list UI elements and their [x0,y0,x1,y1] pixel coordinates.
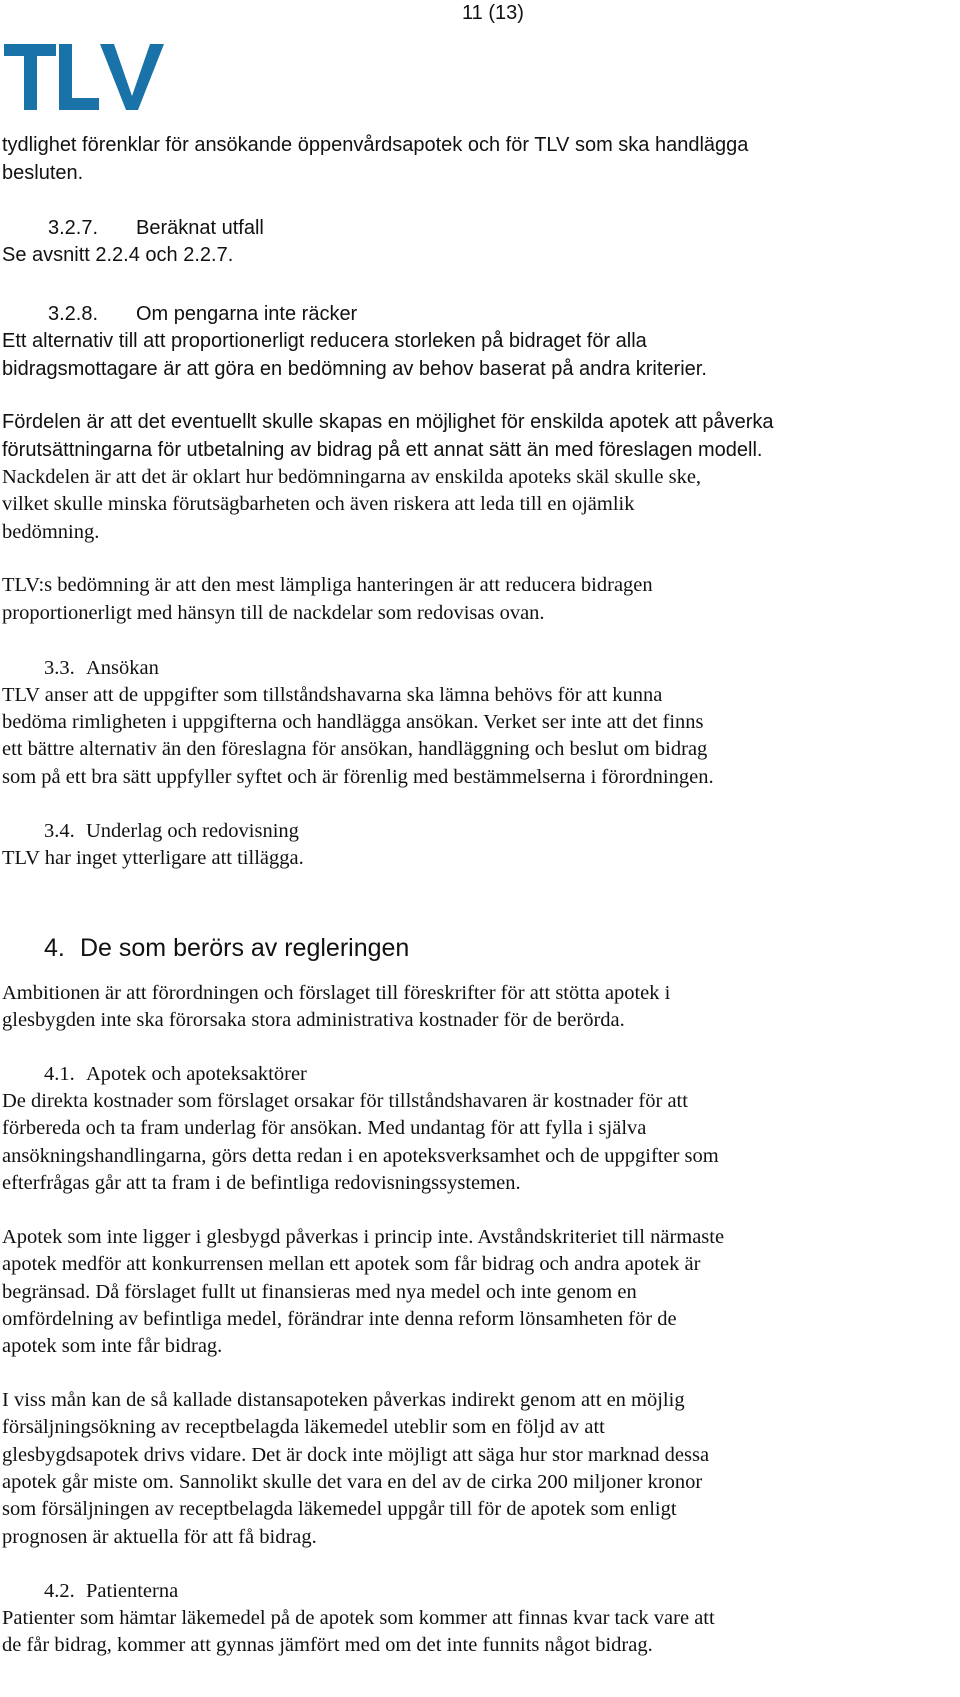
section-number: 3.2.7. [48,217,99,239]
body-text-line: TLV anser att de uppgifter som tillståndshavarna ska lämna behövs för att kunna [2,684,663,706]
body-text-line: omfördelning av befintliga medel, förändrar inte denna reform lönsamheten för de [2,1308,677,1330]
body-text-line: TLV har inget ytterligare att tillägga. [2,847,304,869]
section-number: 4.1. [44,1063,75,1085]
section-title: Beräknat utfall [136,217,264,239]
body-text-line: Ett alternativ till att proportionerligt reducera storleken på bidraget för alla [2,330,647,352]
body-text-line: vilket skulle minska förutsägbarheten och även riskera att leda till en ojämlik [2,493,635,515]
body-text-line: glesbygden inte ska förorsaka stora administrativa kostnader för de berörda. [2,1009,625,1031]
body-text-line: de får bidrag, kommer att gynnas jämfört med om det inte funnits något bidrag. [2,1634,653,1656]
body-text-line: bedöma rimligheten i uppgifterna och handlägga ansökan. Verket ser inte att det finns [2,711,704,733]
body-text-line: som försäljningen av receptbelagda läkemedel uppgår till för de apotek som enligt [2,1498,677,1520]
body-text-line: prognosen är aktuella för att få bidrag. [2,1526,317,1548]
body-text-line: ansökningshandlingarna, görs detta redan i en apoteksverksamhet och de uppgifter som [2,1145,719,1167]
section-number: 3.2.8. [48,303,99,325]
body-text-line: förutsättningarna för utbetalning av bidrag på ett annat sätt än med föreslagen modell. [2,439,763,461]
body-text-line: Patienter som hämtar läkemedel på de apotek som kommer att finnas kvar tack vare att [2,1607,715,1629]
body-text-line: efterfrågas går att ta fram i de befintliga redovisningssystemen. [2,1172,521,1194]
section-number: 3.3. [44,657,75,679]
body-text-line: Apotek som inte ligger i glesbygd påverkas i princip inte. Avståndskriteriet till närmaste [2,1226,725,1248]
section-title: Underlag och redovisning [86,820,299,842]
section-number: 3.4. [44,820,75,842]
body-text-line: proportionerligt med hänsyn till de nackdelar som redovisas ovan. [2,602,545,624]
body-text-line: som på ett bra sätt uppfyller syftet och är förenlig med bestämmelserna i förordningen. [2,766,714,788]
body-text-line: De direkta kostnader som förslaget orsakar för tillståndshavaren är kostnader för att [2,1090,688,1112]
section-title: Ansökan [86,657,159,679]
body-text-line: Se avsnitt 2.2.4 och 2.2.7. [2,244,234,266]
body-text-line: TLV:s bedömning är att den mest lämpliga hanteringen är att reducera bidragen [2,574,653,596]
body-text-line: apotek som inte får bidrag. [2,1335,223,1357]
body-text-line: bedömning. [2,521,100,543]
chapter-number: 4. [44,934,65,962]
body-text-line: begränsad. Då förslaget fullt ut finansieras med nya medel och inte genom en [2,1281,637,1303]
body-text-line: ett bättre alternativ än den föreslagna för ansökan, handläggning och beslut om bidrag [2,738,708,760]
tlv-logo [4,40,164,114]
body-text-line: I viss mån kan de så kallade distansapoteken påverkas indirekt genom att en möjlig [2,1389,685,1411]
body-text-line: förbereda och ta fram underlag för ansökan. Med undantag för att fylla i själva [2,1117,647,1139]
chapter-title: De som berörs av regleringen [80,934,410,962]
chapter-heading [44,934,410,963]
section-title: Apotek och apoteksaktörer [86,1063,307,1085]
page-number: 11 (13) [462,2,524,24]
body-text-line: tydlighet förenklar för ansökande öppenvårdsapotek och för TLV som ska handlägga [2,134,749,156]
section-number: 4.2. [44,1580,75,1602]
body-text-line: Ambitionen är att förordningen och förslaget till föreskrifter för att stötta apotek i [2,982,671,1004]
body-text-line: försäljningsökning av receptbelagda läkemedel uteblir som en följd av att [2,1416,605,1438]
body-text-line: apotek medför att konkurrensen mellan ett apotek som får bidrag och andra apotek är [2,1253,701,1275]
section-title: Om pengarna inte räcker [136,303,358,325]
body-text-line: besluten. [2,162,84,184]
body-text-line: apotek går miste om. Sannolikt skulle det vara en del av de cirka 200 miljoner kronor [2,1471,703,1493]
section-title: Patienterna [86,1580,179,1602]
body-text-line: bidragsmottagare är att göra en bedömning av behov baserat på andra kriterier. [2,358,707,380]
body-text-line: Fördelen är att det eventuellt skulle skapas en möjlighet för enskilda apotek att påverka [2,411,774,433]
body-text-line: Nackdelen är att det är oklart hur bedömningarna av enskilda apoteks skäl skulle ske, [2,466,702,488]
body-text-line: glesbygdsapotek drivs vidare. Det är dock inte möjligt att säga hur stor marknad dessa [2,1444,710,1466]
